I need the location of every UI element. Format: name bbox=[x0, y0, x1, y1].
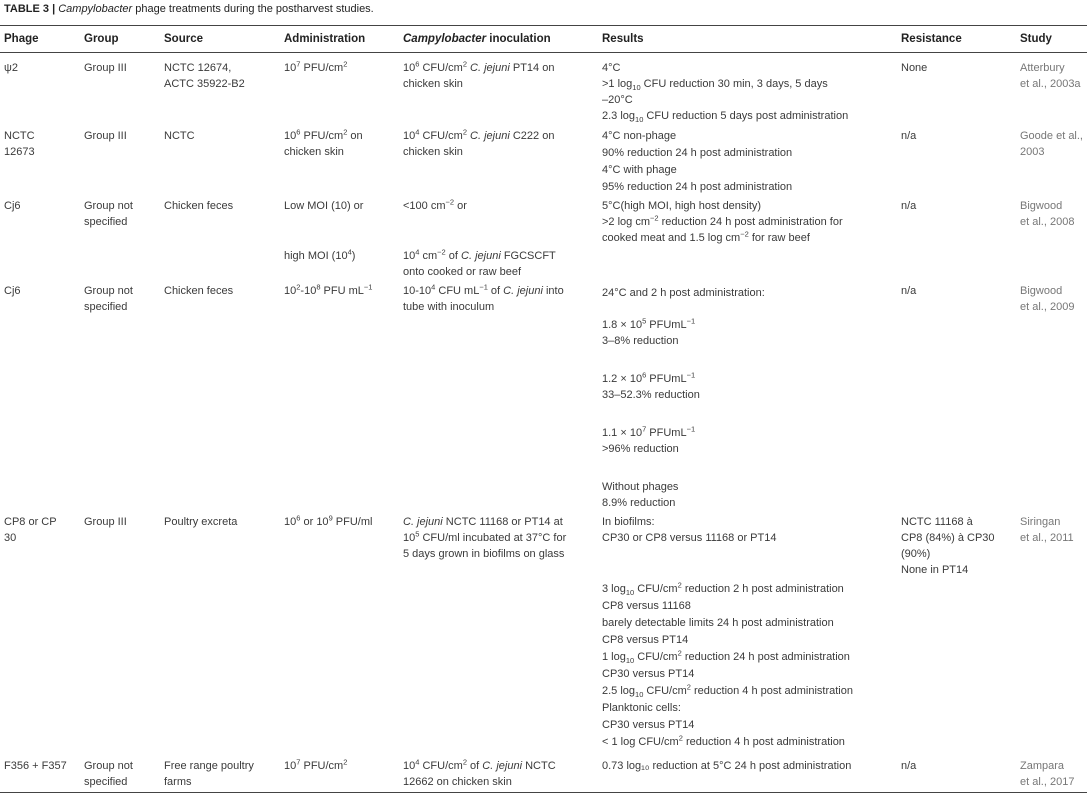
row2-results: 4°C non-phage 90% reduction 24 h post administration 4°C with phage 95% reduction 24 h post administration bbox=[602, 130, 793, 193]
header-inoculation bbox=[403, 33, 551, 45]
row6-source: Free range poultry farms bbox=[164, 760, 254, 788]
row3-resistance: n/a bbox=[901, 200, 917, 212]
row5-study: Siringan et al., 2011 bbox=[1020, 516, 1074, 544]
row1-resistance: None bbox=[901, 62, 928, 74]
row2-study: Goode et al., 2003 bbox=[1020, 130, 1083, 158]
row6-study: Zampara et al., 2017 bbox=[1020, 760, 1075, 788]
row3-group: Group not specified bbox=[84, 200, 133, 228]
row4-results-without: Without phages 8.9% reduction bbox=[602, 481, 679, 509]
row1-source-line: ACTC 35922-B2 bbox=[164, 78, 245, 90]
row2-group: Group III bbox=[84, 130, 127, 142]
top-rule bbox=[0, 25, 1087, 26]
row4-inoculation: $10-10^4$ CFU $mL^{-1}$ of C. jejuni into tube with inoculum bbox=[403, 282, 564, 313]
row3-study: Bigwood et al., 2008 bbox=[1020, 200, 1075, 228]
row4-resistance: n/a bbox=[901, 285, 917, 297]
row4-phage: Cj6 bbox=[4, 285, 21, 297]
header-rule bbox=[0, 52, 1087, 53]
row1-phage: ψ2 bbox=[4, 62, 18, 74]
row3-administration-low: Low MOI (10) or bbox=[284, 200, 364, 212]
header-results: Results bbox=[602, 33, 644, 45]
caption-italic: Campylobacter bbox=[58, 3, 133, 15]
row5-inoculation: C. jejuni NCTC 11168 or PT14 at $10^5$ CFU/ml incubated at 37°C for 5 days grown in biofilms on glass bbox=[403, 516, 567, 560]
row1-inoculation: $10^6$ CFU/$cm^2$ C. jejuni PT14 on chicken skin bbox=[403, 59, 555, 90]
row1-study: Atterbury et al., 2003a bbox=[1020, 62, 1081, 90]
row6-results: 0.73 log₁₀ reduction at 5°C 24 h post administration bbox=[602, 760, 852, 772]
header-inoculation-text: inoculation bbox=[489, 33, 551, 45]
row6-administration: $10^7$ PFU/$cm^2$ bbox=[284, 757, 348, 772]
row2-source: NCTC bbox=[164, 130, 195, 142]
header-administration: Administration bbox=[284, 33, 366, 45]
header-study: Study bbox=[1020, 33, 1052, 45]
row5-resistance: NCTC 11168 à CP8 (84%) à CP30 (90%) None in PT14 bbox=[901, 516, 995, 576]
row1-source-line: NCTC 12674, bbox=[164, 62, 232, 74]
row6-phage: F356 + F357 bbox=[4, 760, 67, 772]
row4-results-group: $1.2 \times 10^6$ PFUmL$^{-1}$ 33–52.3% reduction bbox=[602, 370, 700, 401]
header-phage: Phage bbox=[4, 33, 39, 45]
row2-administration: $10^6$ PFU/$cm^2$ on chicken skin bbox=[284, 127, 363, 158]
row1-group: Group III bbox=[84, 62, 127, 74]
row1-administration: $10^7$ PFU/$cm^2$ bbox=[284, 59, 348, 74]
row4-group: Group not specified bbox=[84, 285, 133, 313]
bottom-rule bbox=[0, 792, 1087, 793]
row6-inoculation: $10^4$ CFU/$cm^2$ of C. jejuni NCTC 12662 on chicken skin bbox=[403, 757, 556, 788]
row5-administration: $10^6$ or $10^9$ PFU/ml bbox=[284, 513, 373, 528]
row3-phage: Cj6 bbox=[4, 200, 21, 212]
header-inoculation-italic: Campylobacter bbox=[403, 33, 487, 45]
row3-administration-high: high MOI $(10^4)$ bbox=[284, 247, 356, 262]
row2-resistance: n/a bbox=[901, 130, 917, 142]
row4-results-group: $1.1 \times 10^7$ PFUmL$^{-1}$ >96% reduction bbox=[602, 424, 696, 455]
row6-resistance: n/a bbox=[901, 760, 917, 772]
header-group: Group bbox=[84, 33, 119, 45]
row2-phage: NCTC 12673 bbox=[4, 130, 35, 158]
row3-inoculation-a: <100 $cm^{-2}$ or bbox=[403, 197, 467, 212]
row1-results: 4°C >1 $\log_{10}$ CFU reduction 30 min, 3 days, 5 days –20°C 2.3 $\log_{10}$ CFU reduction 5 days post administration bbox=[602, 62, 849, 125]
row5-results-biofilm: In biofilms: CP30 or CP8 versus 11168 or PT14 bbox=[602, 516, 777, 544]
row5-phage: CP8 or CP 30 bbox=[4, 516, 57, 544]
table-caption bbox=[4, 3, 374, 15]
row4-study: Bigwood et al., 2009 bbox=[1020, 285, 1075, 313]
table-label: TABLE 3 | bbox=[4, 3, 56, 15]
row4-results-head: 24°C and 2 h post administration: bbox=[602, 287, 765, 299]
row4-source: Chicken feces bbox=[164, 285, 234, 297]
row4-administration: $10^2-10^8$ PFU $mL^{-1}$ bbox=[284, 282, 373, 297]
row3-results: 5°C(high MOI, high host density) >2 $\log cm^{-2}$ reduction 24 h post administration for cooked meat and 1.5 $\log cm^{-2}$ for raw beef bbox=[602, 200, 843, 244]
row5-results-detail: 3 $\log_{10} CFU/cm^2$ reduction 2 h post administration CP8 versus 11168 barely detectable limits 24 h post administration CP8 versus PT14 1 $\log_{10} CFU/cm^2$ reduction 24 h post administration CP30 versus PT14 2.5 $\log_{10} CFU/cm^2$ reduction 4 h post administration Planktonic cells: CP30 versus PT14 < 1 log CFU/$cm^2$ reduction 4 h post administration bbox=[602, 580, 853, 748]
row5-group: Group III bbox=[84, 516, 127, 528]
row3-inoculation-b: $10^4$ $cm^{-2}$ of C. jejuni FGCSCFT onto cooked or raw beef bbox=[403, 247, 556, 278]
row5-source: Poultry excreta bbox=[164, 516, 238, 528]
row3-source: Chicken feces bbox=[164, 200, 234, 212]
row1-source bbox=[164, 60, 245, 92]
header-source: Source bbox=[164, 33, 203, 45]
row2-inoculation: $10^4$ CFU/$cm^2$ C. jejuni C222 on chicken skin bbox=[403, 127, 555, 158]
row6-group: Group not specified bbox=[84, 760, 133, 788]
header-resistance: Resistance bbox=[901, 33, 962, 45]
row4-results-group: $1.8 \times 10^5$ PFUmL$^{-1}$ 3–8% reduction bbox=[602, 316, 696, 347]
caption-text: phage treatments during the postharvest studies. bbox=[135, 3, 374, 15]
